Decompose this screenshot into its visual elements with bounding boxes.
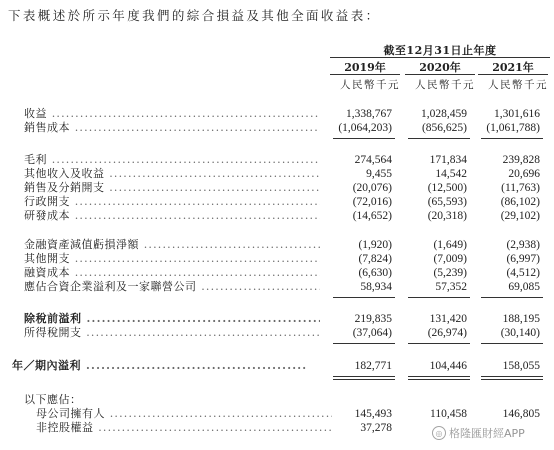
subtotal-rule: [333, 138, 395, 139]
row-label: 金融資產減值虧損淨額 .....: [24, 238, 320, 252]
value-2019: 145,493: [354, 408, 392, 420]
row-label: 毛利 .....: [24, 153, 320, 167]
subtotal-rule: [408, 297, 470, 298]
value-2020: 1,028,459: [421, 108, 467, 120]
value-2020: 171,834: [429, 154, 467, 166]
year-2019-header: 2019年: [344, 61, 386, 74]
year-2021-underline: [478, 74, 548, 75]
row-label: 應佔合資企業溢利及一家聯營公司 .....: [24, 280, 320, 294]
table-row-other-income: [0, 167, 554, 181]
table-row-impairment: [0, 238, 554, 252]
value-2021: (29,102): [500, 210, 540, 222]
row-label: 以下應佔：: [24, 393, 82, 406]
total-double-rule: [481, 376, 543, 380]
value-2020: (20,318): [427, 210, 467, 222]
subtotal-rule: [408, 343, 470, 344]
value-2019: 182,771: [354, 360, 392, 372]
year-2021-header: 2021年: [492, 61, 534, 74]
table-row-selling-expenses: [0, 181, 554, 195]
row-label: 收益 .....: [24, 107, 320, 121]
value-2021: (11,763): [501, 182, 540, 194]
value-2019: (6,630): [358, 267, 392, 279]
subtotal-rule: [481, 343, 543, 344]
watermark: [432, 424, 554, 442]
year-2020-header: 2020年: [419, 61, 461, 74]
table-row-profit-for-year: [0, 359, 554, 373]
table-row-profit-before-tax: [0, 312, 554, 326]
value-2020: (26,974): [427, 327, 467, 339]
row-label: 年／期內溢利 .....: [12, 359, 308, 373]
subtotal-rule: [481, 297, 543, 298]
currency-2021: 人民幣千元: [488, 79, 548, 91]
subtotal-rule: [333, 297, 395, 298]
row-label: 其他收入及收益 .....: [24, 167, 320, 181]
row-label: 融資成本 .....: [24, 266, 320, 280]
value-2020: (1,649): [433, 239, 467, 251]
table-row-gross-profit: [0, 153, 554, 167]
value-2019: (20,076): [352, 182, 392, 194]
value-2020: 104,446: [429, 360, 467, 372]
value-2019: (37,064): [352, 327, 392, 339]
value-2019: 9,455: [366, 168, 392, 180]
subtotal-rule: [408, 138, 470, 139]
value-2020: 57,352: [435, 281, 467, 293]
value-2021: 20,696: [508, 168, 540, 180]
value-2020: (5,239): [433, 267, 467, 279]
watermark-text: 格隆匯財經APP: [449, 427, 525, 440]
row-label: 銷售及分銷開支 .....: [24, 181, 320, 195]
subtotal-rule: [333, 343, 395, 344]
table-row-owners-of-parent: [0, 407, 554, 421]
value-2021: (6,997): [506, 253, 540, 265]
value-2019: 58,934: [360, 281, 392, 293]
table-row-rd-costs: [0, 209, 554, 223]
row-label: 所得稅開支 .....: [24, 326, 320, 340]
row-label: 行政開支 .....: [24, 195, 320, 209]
table-row-admin-expenses: [0, 195, 554, 209]
period-underline: [330, 57, 550, 58]
table-row-revenue: [0, 107, 554, 121]
value-2019: 219,835: [354, 313, 392, 325]
table-row-attributable-header: [0, 393, 554, 407]
row-label: 非控股權益 .....: [36, 421, 332, 435]
value-2021: 1,301,616: [494, 108, 540, 120]
row-label: 除稅前溢利 .....: [24, 312, 320, 326]
value-2020: (12,500): [427, 182, 467, 194]
value-2020: 110,458: [430, 408, 467, 420]
value-2019: 37,278: [360, 422, 392, 434]
value-2021: 188,195: [502, 313, 540, 325]
value-2021: (4,512): [506, 267, 540, 279]
row-label: 銷售成本 .....: [24, 121, 320, 135]
value-2021: (1,061,788): [486, 122, 540, 134]
row-label: 母公司擁有人 .....: [36, 407, 332, 421]
total-double-rule: [408, 376, 470, 380]
table-row-cost-of-sales: [0, 121, 554, 135]
value-2020: 131,420: [429, 313, 467, 325]
value-2020: (7,009): [433, 253, 467, 265]
value-2020: (65,593): [427, 196, 467, 208]
currency-2020: 人民幣千元: [415, 79, 475, 91]
value-2021: (30,140): [500, 327, 540, 339]
value-2019: (7,824): [358, 253, 392, 265]
table-intro: 下表概述於所示年度我們的綜合損益及其他全面收益表：: [8, 8, 381, 23]
year-2020-underline: [405, 74, 475, 75]
subtotal-rule: [481, 138, 543, 139]
table-row-other-expenses: [0, 252, 554, 266]
value-2019: 274,564: [354, 154, 392, 166]
value-2019: (1,920): [358, 239, 392, 251]
value-2021: 146,805: [502, 408, 540, 420]
total-double-rule: [333, 376, 395, 380]
period-header: 截至12月31日止年度: [383, 44, 497, 57]
currency-2019: 人民幣千元: [340, 79, 400, 91]
value-2021: 158,055: [502, 360, 540, 372]
value-2021: (2,938): [506, 239, 540, 251]
value-2020: 14,542: [435, 168, 467, 180]
watermark-logo-icon: ◎: [432, 426, 446, 440]
value-2021: 239,828: [502, 154, 540, 166]
value-2019: (1,064,203): [338, 122, 392, 134]
table-row-share-of-profits: [0, 280, 554, 294]
row-label: 其他開支 .....: [24, 252, 320, 266]
table-row-finance-costs: [0, 266, 554, 280]
year-2019-underline: [330, 74, 400, 75]
value-2020: (856,625): [421, 122, 467, 134]
value-2021: (86,102): [500, 196, 540, 208]
value-2019: (72,016): [352, 196, 392, 208]
value-2019: (14,652): [352, 210, 392, 222]
table-row-income-tax: [0, 326, 554, 340]
value-2019: 1,338,767: [346, 108, 392, 120]
value-2021: 69,085: [508, 281, 540, 293]
row-label: 研發成本 .....: [24, 209, 320, 223]
